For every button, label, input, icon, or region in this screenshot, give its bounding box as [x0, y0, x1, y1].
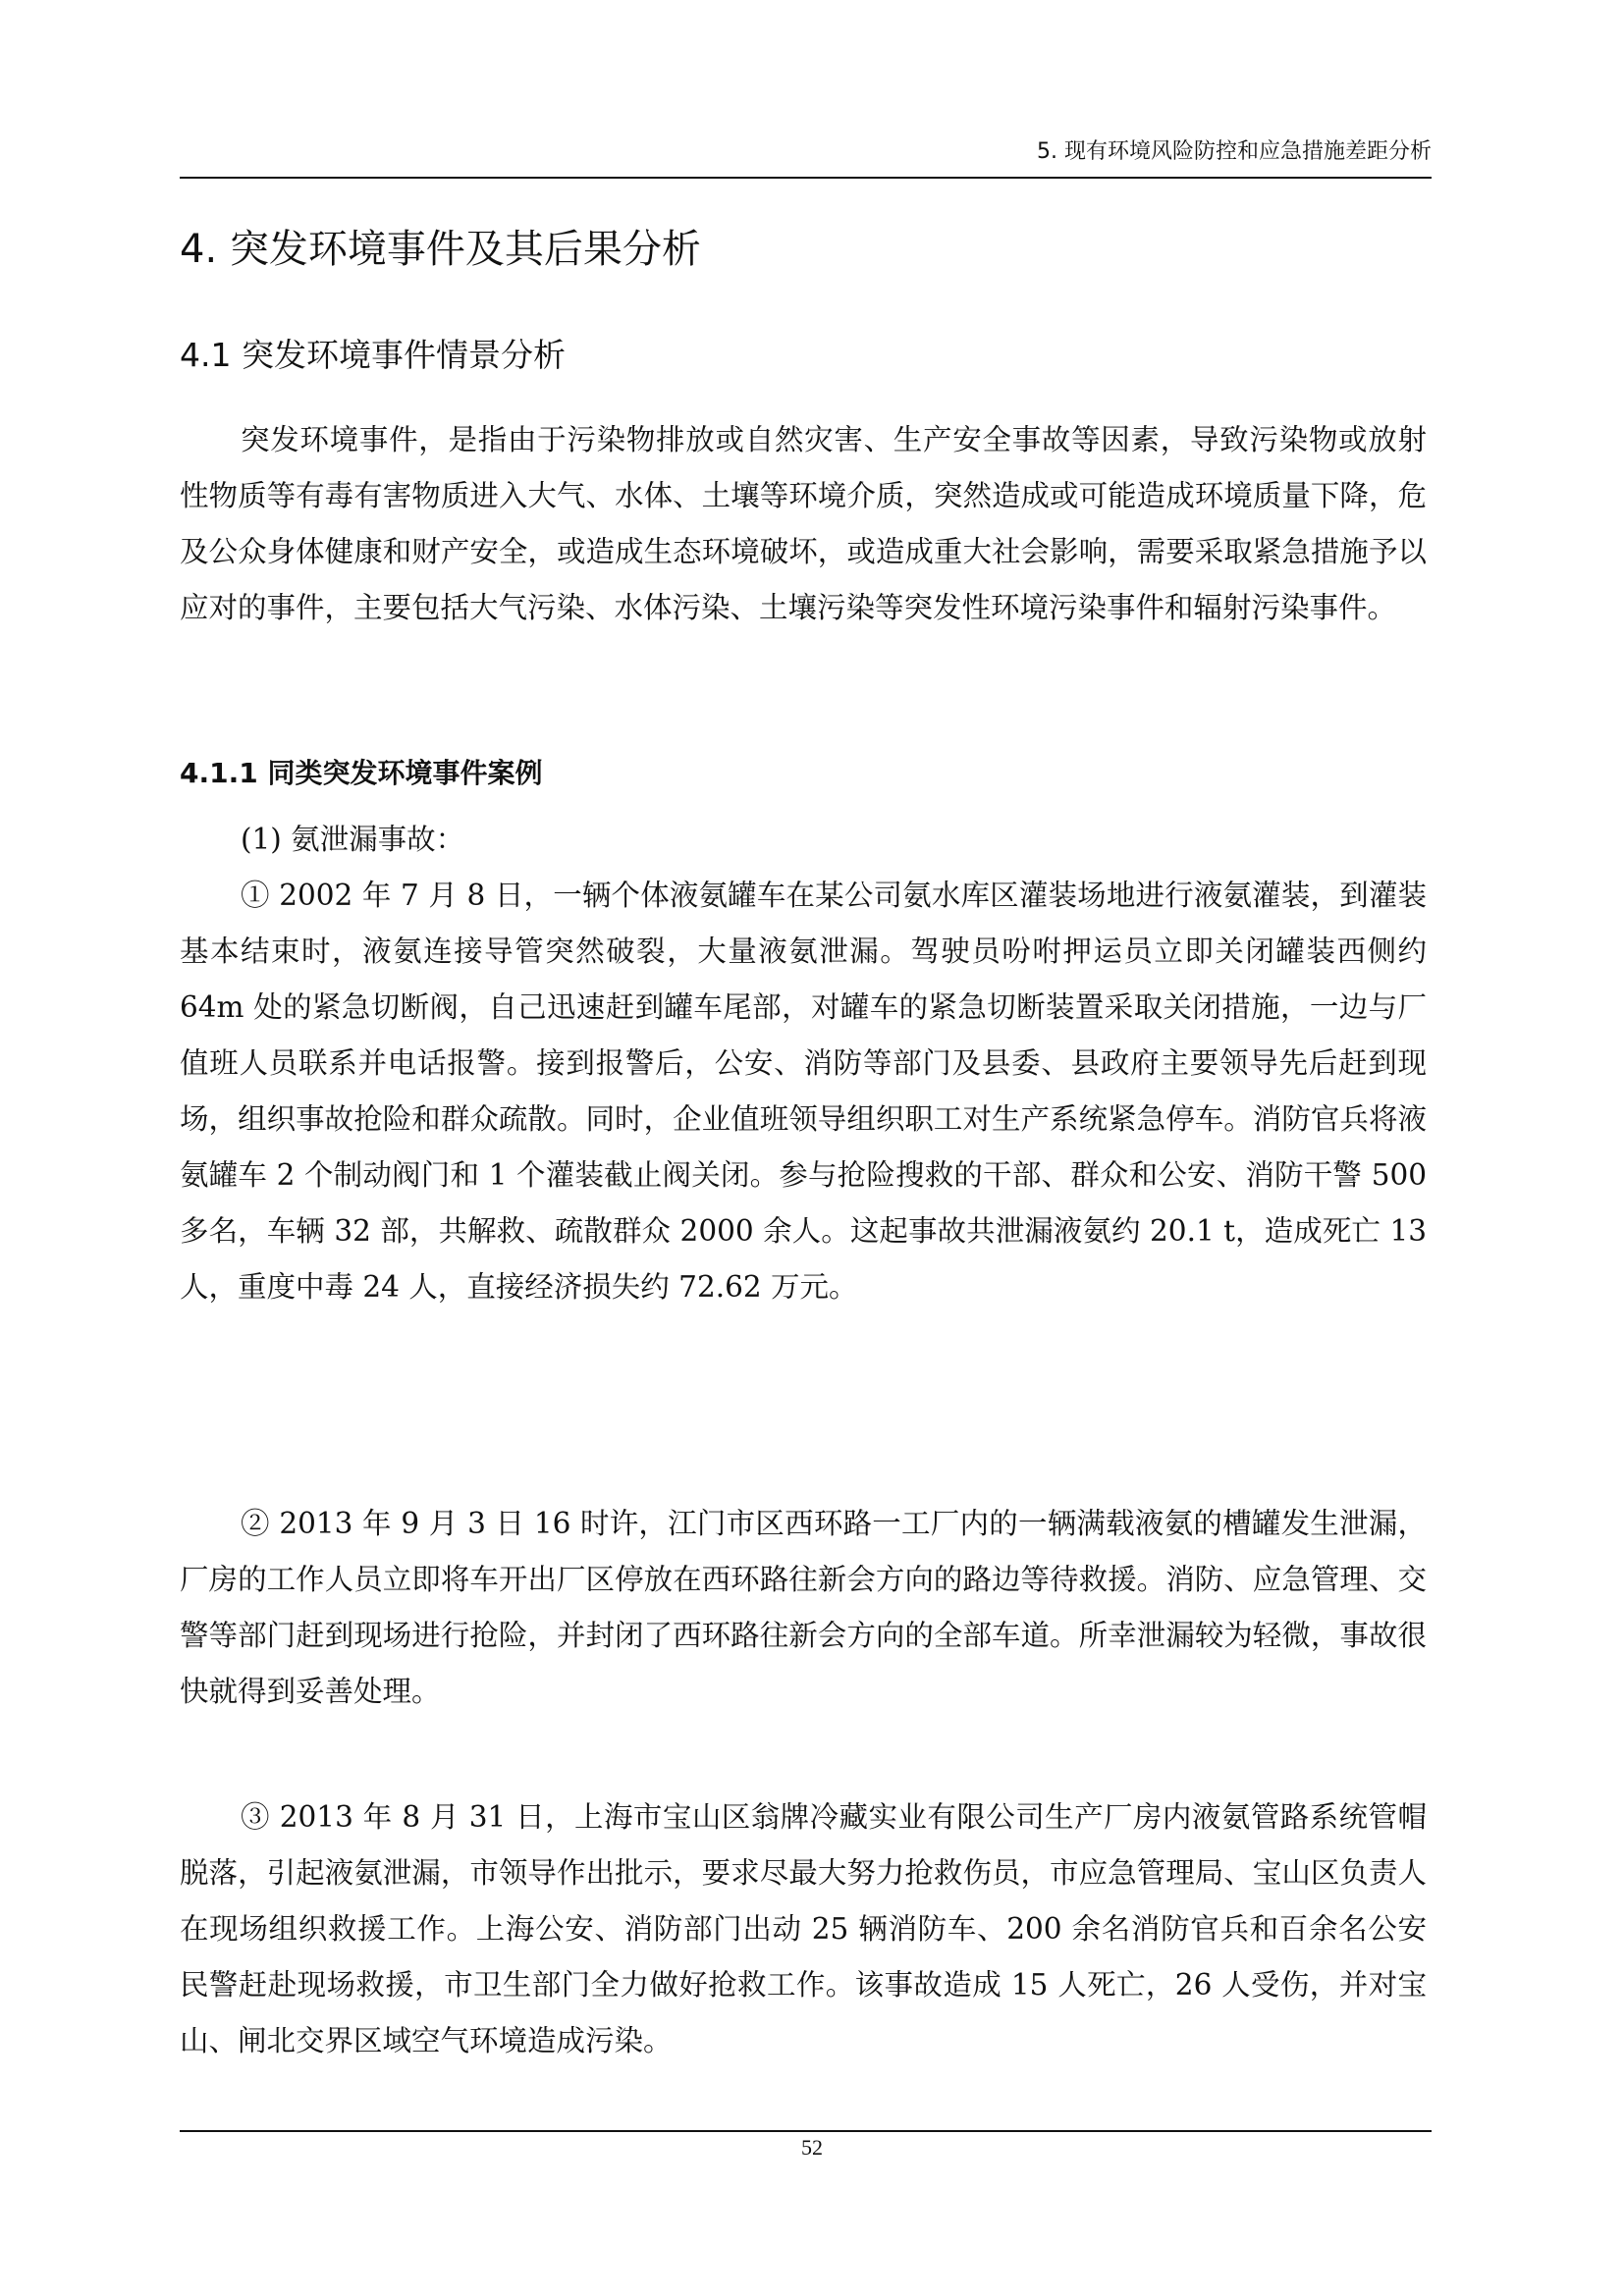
header-rule — [180, 177, 1432, 179]
section-title: 4. 突发环境事件及其后果分析 — [180, 227, 701, 272]
case-paragraph-2: ② 2013 年 9 月 3 日 16 时许，江门市区西环路一工厂内的一辆满载液氨的槽罐发生泄漏，厂房的工作人员立即将车开出厂区停放在西环路往新会方向的路边等待救援。消防、应急管理、交警等部门赶到现场进行抢险，并封闭了西环路往新会方向的全部车道。所幸泄漏较为轻微，事故很快就得到妥善处理。 — [180, 1507, 1427, 1708]
intro-paragraph: 突发环境事件，是指由于污染物排放或自然灾害、生产安全事故等因素，导致污染物或放射性物质等有毒有害物质进入大气、水体、土壤等环境介质，突然造成或可能造成环境质量下降，危及公众身体健康和财产安全，或造成生态环境破坏，或造成重大社会影响，需要采取紧急措施予以应对的事件，主要包括大气污染、水体污染、土壤污染等突发性环境污染事件和辐射污染事件。 — [180, 423, 1427, 624]
running-header: 5. 现有环境风险防控和应急措施差距分析 — [1037, 139, 1432, 164]
footer-rule — [180, 2130, 1432, 2132]
subsubsection-title: 4.1.1 同类突发环境事件案例 — [180, 757, 543, 789]
item-heading: (1) 氨泄漏事故： — [241, 823, 465, 856]
subsection-title: 4.1 突发环境事件情景分析 — [180, 336, 566, 374]
case-paragraph-1: ① 2002 年 7 月 8 日，一辆个体液氨罐车在某公司氨水库区灌装场地进行液氨灌装，到灌装基本结束时，液氨连接导管突然破裂，大量液氨泄漏。驾驶员吩咐押运员立即关闭罐装西侧约 64m 处的紧急切断阀，自己迅速赶到罐车尾部，对罐车的紧急切断装置采取关闭措施，一边与厂值班人员联系并电话报警。接到报警后，公安、消防等部门及县委、县政府主要领导先后赶到现场，组织事故抢险和群众疏散。同时，企业值班领导组织职工对生产系统紧急停车。消防官兵将液氨罐车 2 个制动阀门和 1 个灌装截止阀关闭。参与抢险搜救的干部、群众和公安、消防干警 500 多名，车辆 32 部，共解救、疏散群众 2000 余人。这起事故共泄漏液氨约 20.1 t，造成死亡 13 人，重度中毒 24 人，直接经济损失约 72.62 万元。 — [180, 879, 1427, 1304]
page-number: 52 — [801, 2135, 823, 2160]
case-paragraph-3: ③ 2013 年 8 月 31 日，上海市宝山区翁牌冷藏实业有限公司生产厂房内液氨管路系统管帽脱落，引起液氨泄漏，市领导作出批示，要求尽最大努力抢救伤员，市应急管理局、宝山区负责人在现场组织救援工作。上海公安、消防部门出动 25 辆消防车、200 余名消防官兵和百余名公安民警赶赴现场救援，市卫生部门全力做好抢救工作。该事故造成 15 人死亡，26 人受伤，并对宝山、闸北交界区域空气环境造成污染。 — [180, 1800, 1427, 2057]
